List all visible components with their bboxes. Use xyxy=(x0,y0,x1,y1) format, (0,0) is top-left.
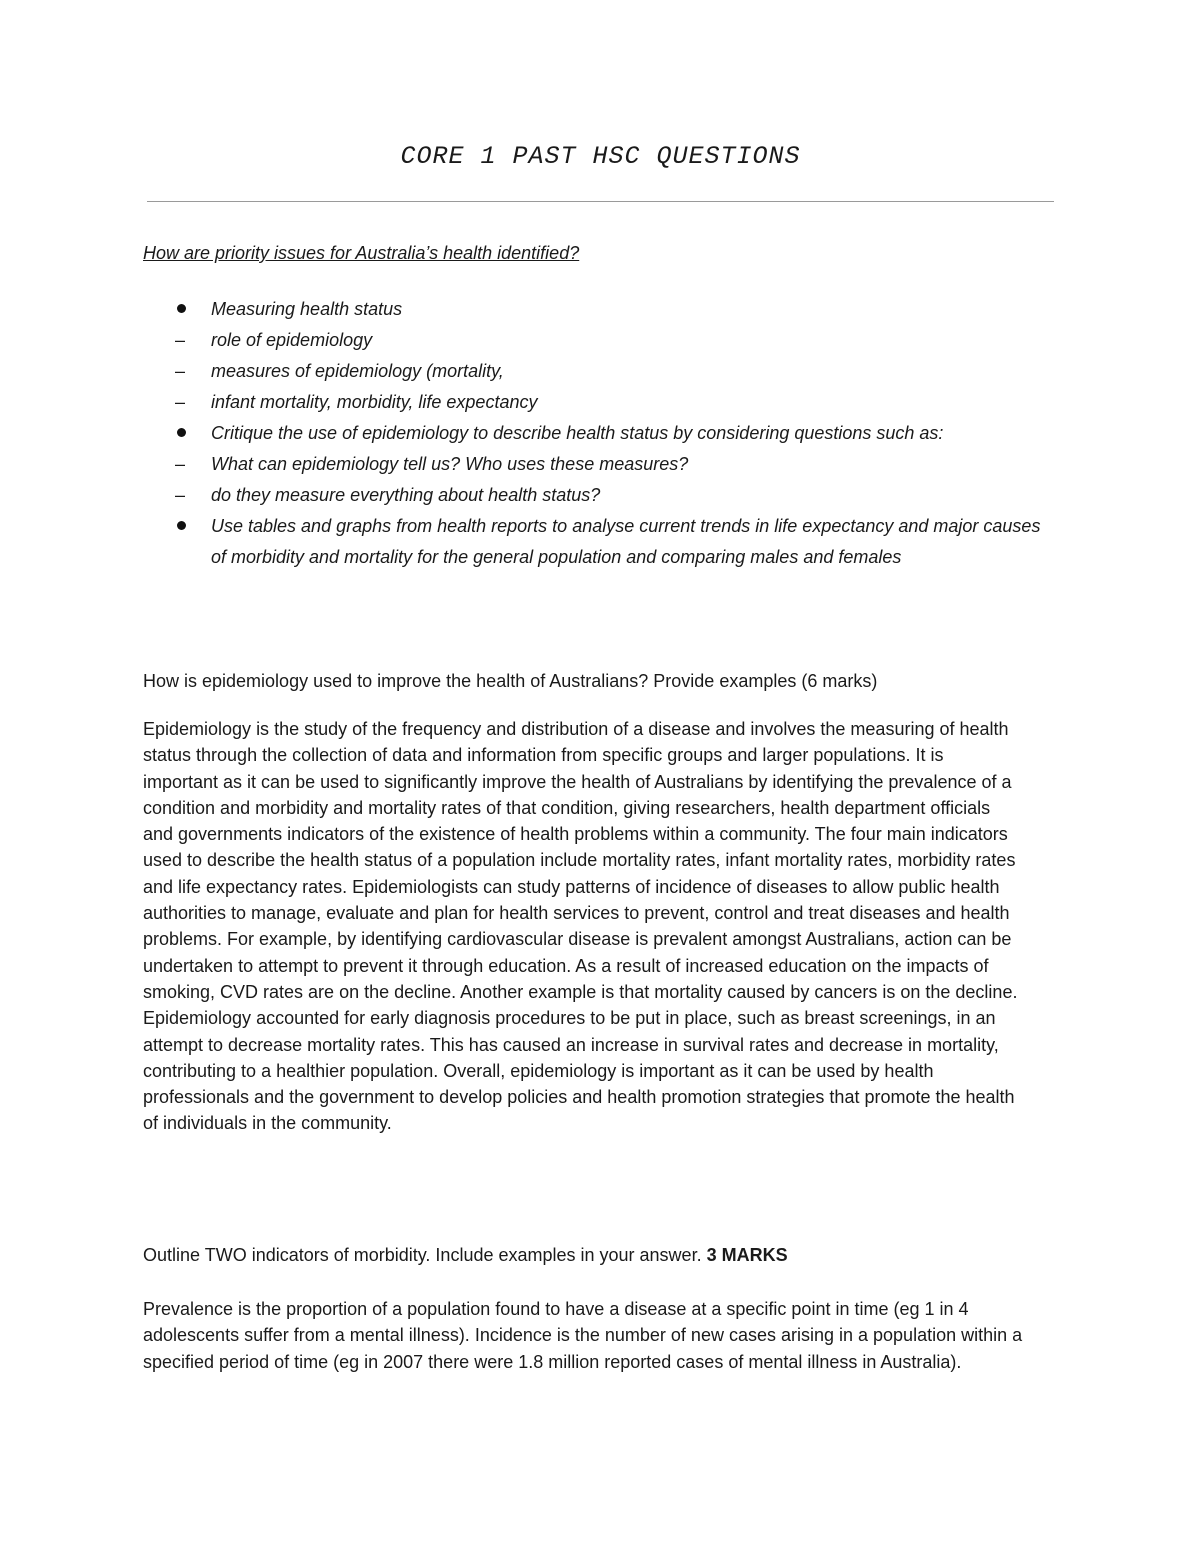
answer-2: Prevalence is the proportion of a population found to have a disease at a specific point in time (eg 1 in 4 adolescents suffer from a mental illness). Incidence is the number of new cases arising in a population within a specified period of time (eg in 2007 there were 1.8 million reported cases of mental illness in Australia). xyxy=(143,1299,1023,1372)
dash-icon: – xyxy=(175,361,186,381)
outline-item-text: role of epidemiology xyxy=(211,330,373,350)
outline-item xyxy=(172,356,1052,387)
outline-item xyxy=(172,511,1052,573)
outline-item-text: measures of epidemiology (mortality, xyxy=(211,361,504,381)
dash-icon: – xyxy=(175,485,186,505)
dash-icon: – xyxy=(175,330,186,350)
outline-item-text: infant mortality, morbidity, life expectancy xyxy=(211,392,538,412)
outline-item xyxy=(172,480,1052,511)
outline-item xyxy=(172,449,1052,480)
bullet-icon xyxy=(172,294,192,325)
outline-item-text: What can epidemiology tell us? Who uses these measures? xyxy=(211,454,689,474)
bullet-icon xyxy=(172,418,192,449)
question-2-marks: 3 MARKS xyxy=(706,1245,788,1265)
document-title: CORE 1 PAST HSC QUESTIONS xyxy=(400,142,801,171)
answer-1: Epidemiology is the study of the frequency and distribution of a disease and involves the measuring of health status through the collection of data and information from specific groups and larger populations. It is important as it can be used to significantly improve the health of Australians by identifying the prevalence of a condition and morbidity and mortality rates of that condition, giving researchers, health department officials and governments indicators of the existence of health problems within a community. The four main indicators used to describe the health status of a population include mortality rates, infant mortality rates, morbidity rates and life expectancy rates. Epidemiologists can study patterns of incidence of diseases to allow public health authorities to manage, evaluate and plan for health services to prevent, control and treat diseases and health problems. For example, by identifying cardiovascular disease is prevalent amongst Australians, action can be undertaken to attempt to prevent it through education. As a result of increased education on the impacts of smoking, CVD rates are on the decline. Another example is that mortality caused by cancers is on the decline. Epidemiology accounted for early diagnosis procedures to be put in place, such as breast screenings, in an attempt to decrease mortality rates. This has caused an increase in survival rates and decrease in mortality, contributing to a healthier population. Overall, epidemiology is important as it can be used by health professionals and the government to develop policies and health promotion strategies that promote the health of individuals in the community. xyxy=(143,719,1018,1134)
section-heading: How are priority issues for Australia’s health identified? xyxy=(143,243,580,263)
outline-item xyxy=(172,294,1052,325)
outline-item-text: Use tables and graphs from health reports to analyse current trends in life expectancy and major causes of morbidity and mortality for the general population and comparing males and females xyxy=(211,516,1041,567)
dash-icon: – xyxy=(175,392,186,412)
question-2-text: Outline TWO indicators of morbidity. Include examples in your answer. xyxy=(143,1245,707,1265)
syllabus-outline xyxy=(172,294,1052,573)
outline-item xyxy=(172,387,1052,418)
question-2 xyxy=(143,1245,788,1266)
outline-item-text: Critique the use of epidemiology to describe health status by considering questions such as: xyxy=(211,423,944,443)
outline-item xyxy=(172,325,1052,356)
outline-item-text: Measuring health status xyxy=(211,299,403,319)
dash-icon: – xyxy=(175,454,186,474)
question-1: How is epidemiology used to improve the health of Australians? Provide examples (6 marks) xyxy=(143,671,878,691)
outline-item xyxy=(172,418,1052,449)
outline-item-text: do they measure everything about health status? xyxy=(211,485,601,505)
bullet-icon xyxy=(172,511,192,542)
title-divider xyxy=(147,201,1054,202)
